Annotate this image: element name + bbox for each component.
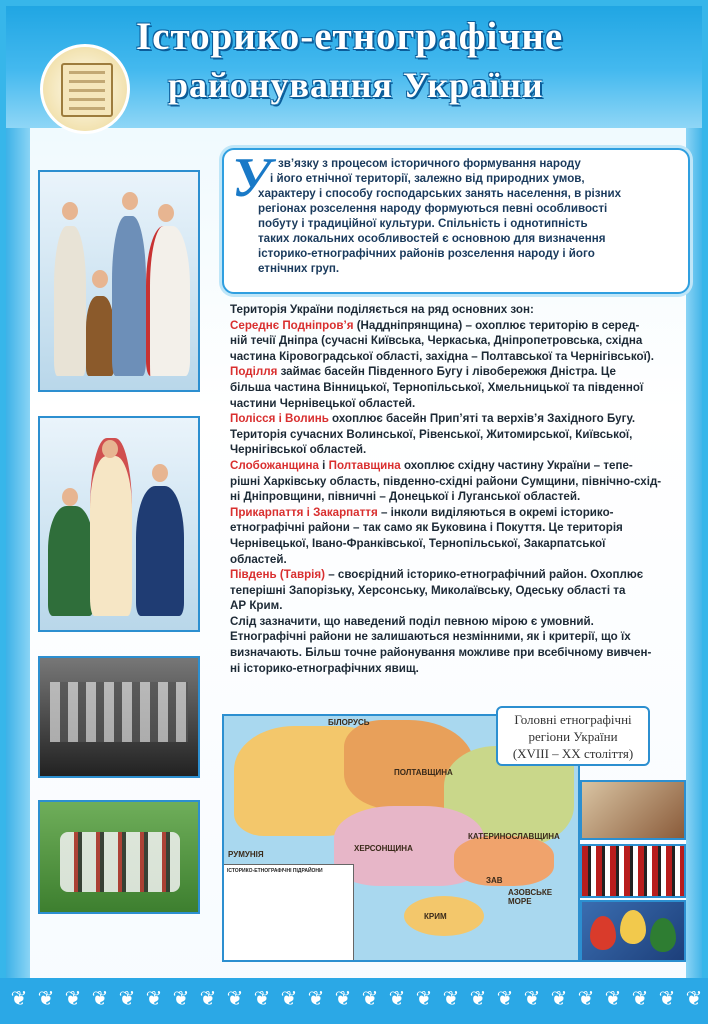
map-label: КРИМ	[424, 912, 447, 921]
photo-folk-costume-group-2	[38, 416, 200, 632]
ornament-icon: ❦	[550, 988, 568, 1010]
intro-line: етнічних груп.	[258, 262, 340, 275]
page-title-line2: районування України	[168, 65, 544, 105]
zone-paragraph	[218, 567, 688, 614]
ornament-icon: ❦	[496, 988, 514, 1010]
ornament-icon: ❦	[469, 988, 487, 1010]
ornament-icon: ❦	[334, 988, 352, 1010]
zone-name: Слобожанщина	[230, 458, 319, 472]
intro-line: характеру і способу господарських занять населення, в різних	[258, 187, 622, 200]
photo-embroidery	[580, 844, 686, 898]
intro-line: таких локальних особливостей є основною для визначення	[258, 232, 606, 245]
photo-folk-craft	[580, 780, 686, 840]
ornament-icon: ❦	[199, 988, 217, 1010]
ornament-icon: ❦	[91, 988, 109, 1010]
map-label: ПОЛТАВЩИНА	[394, 768, 453, 777]
ornament-icon: ❦	[604, 988, 622, 1010]
ornament-icon: ❦	[253, 988, 271, 1010]
intro-line: і його етнічної території, залежно від природних умов,	[270, 172, 585, 185]
intro-line: регіонах розселення народу формуються певні особливості	[258, 202, 608, 215]
map-label: БІЛОРУСЬ	[328, 718, 370, 727]
zone-paragraph	[218, 411, 688, 458]
zone-name: Середнє Подніпров’я	[230, 318, 354, 332]
map-caption	[496, 706, 650, 766]
ornament-icon: ❦	[280, 988, 298, 1010]
ornament-icon: ❦	[37, 988, 55, 1010]
intro-text	[258, 156, 680, 276]
scroll-paper-icon	[61, 63, 113, 117]
map-caption-line: (XVIII – XX століття)	[512, 746, 634, 761]
legend-title: ІСТОРИКО-ЕТНОГРАФІЧНІ ПІДРАЙОНИ	[227, 868, 323, 874]
left-decor-strip	[0, 128, 30, 978]
ornament-icon: ❦	[658, 988, 676, 1010]
main-lead: Територія України поділяється на ряд основних зон:	[230, 303, 534, 316]
map-legend	[224, 864, 354, 960]
intro-line: історико-етнографічних районів розселення народу і його	[258, 247, 595, 260]
map-caption-line: регіони України	[528, 729, 618, 744]
zone-paragraph	[218, 364, 688, 411]
ornament-icon: ❦	[577, 988, 595, 1010]
map-label: АЗОВСЬКЕ МОРЕ	[508, 888, 553, 906]
ornament-icon: ❦	[415, 988, 433, 1010]
zone-text: охоплює східну частину України – тепе- рішні Харківську область, південно-східні райони Сумщини, північно-схід- ні Дніпровщини, півничні – Донецької і Луганської областей.	[230, 458, 662, 504]
scroll-emblem	[40, 44, 130, 134]
zone-text: займає басейн Південного Бугу і лівобережжя Дністра. Це більша частина Вінницької, Тернопільської, Хмельницької та південної частини Чернівецької областей.	[230, 365, 644, 410]
ornament-icon: ❦	[685, 988, 703, 1010]
map-label: ХЕРСОНЩИНА	[354, 844, 413, 853]
zone-paragraph	[218, 505, 688, 567]
photo-historic-bw	[38, 656, 200, 778]
ornament-icon: ❦	[10, 988, 28, 1010]
map-region	[454, 836, 554, 886]
zone-name: Прикарпаття і Закарпаття	[230, 505, 378, 519]
zone-text: – своєрідний історико-етнографічний район. Охоплює теперішні Запорізьку, Херсонську, Миколаївську, Одеську області та АР Крим.	[230, 568, 644, 613]
closing-paragraph: Слід зазначити, що наведений поділ певною мірою є умовний. Етнографічні райони не залишаються незмінними, як і критерії, що їх визначають. Більш точне районування можливе при всебічному вивчен- ні історико-етнографічних явищ.	[230, 614, 652, 675]
zone-text: – інколи виділяються в окремі історико- етнографічні райони – так само як Буковина і Покуття. Це територія Чернівецької, Івано-Франківської, Тернопільської, Закарпатської областей.	[230, 505, 623, 566]
ornament-icon: ❦	[631, 988, 649, 1010]
main-text	[218, 302, 688, 676]
zone-name: Полісся і Волинь	[230, 412, 329, 426]
ornament-icon: ❦	[118, 988, 136, 1010]
photo-folk-costume-group-1	[38, 170, 200, 392]
zone-text: (Наддніпрянщина) – охоплює територію в серед- ній течії Дніпра (сучасні Київська, Черкаська, Дніпропетровська, східна частина Кіровоградської області, західна – Полтавської та Чернігівської).	[230, 318, 654, 363]
ornament-icon: ❦	[64, 988, 82, 1010]
map-label: ЗАВ	[486, 876, 503, 885]
ornament-icon: ❦	[307, 988, 325, 1010]
map-label: КАТЕРИНОСЛАВЩИНА	[468, 832, 560, 841]
ornament-icon: ❦	[361, 988, 379, 1010]
zone-text: охоплює басейн Прип’яті та верхів’я Західного Бугу. Територія сучасних Волинської, Рівенської, Житомирської, Київської, Чернігівської областей.	[230, 412, 636, 457]
ornament-icon: ❦	[388, 988, 406, 1010]
zone-joiner: і	[318, 458, 329, 472]
photo-pysanky	[580, 900, 686, 962]
map-label: РУМУНІЯ	[228, 850, 264, 859]
intro-drop-cap: У	[232, 147, 271, 209]
ornament-icon: ❦	[145, 988, 163, 1010]
intro-line: побуту і традиційної культури. Спільність і однотипність	[258, 217, 588, 230]
ornament-icon: ❦	[442, 988, 460, 1010]
intro-line: зв’язку з процесом історичного формування народу	[278, 157, 581, 170]
map-caption-line: Головні етнографічні	[514, 712, 632, 727]
zone-name: Полтавщина	[328, 458, 401, 472]
ornament-icon: ❦	[172, 988, 190, 1010]
zone-name: Південь (Таврія)	[230, 568, 325, 582]
zone-name: Поділля	[230, 365, 278, 379]
photo-family-outdoors	[38, 800, 200, 914]
page-title-line1: Історико-етнографічне	[136, 15, 564, 58]
zone-paragraph	[218, 318, 688, 365]
ornament-icon: ❦	[523, 988, 541, 1010]
zone-paragraph	[218, 458, 688, 505]
ornament-icon: ❦	[226, 988, 244, 1010]
